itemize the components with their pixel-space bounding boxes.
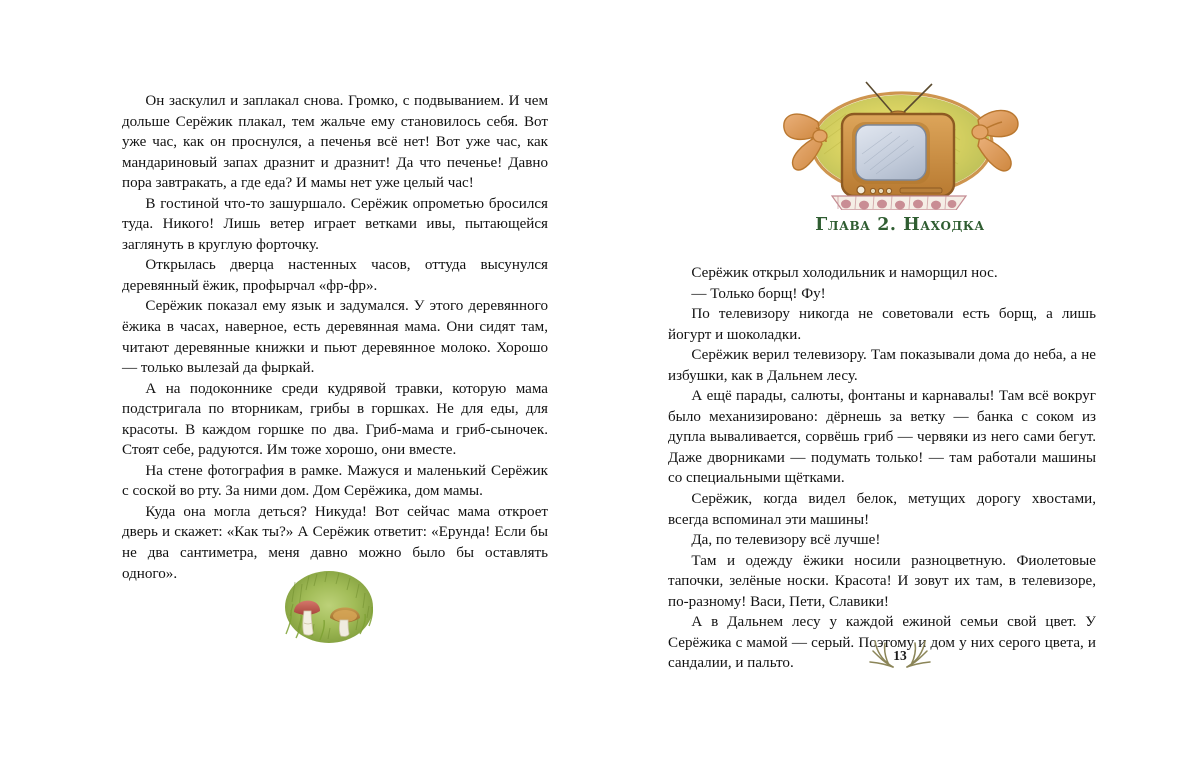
paragraph: На стене фотография в рамке. Мажуся и маленький Серёжик с соской во рту. За ними дом. Дом Серёжика, дом мамы. <box>122 462 548 500</box>
paragraph: Серёжик верил телевизору. Там показывали дома до неба, а не избушки, как в Дальнем лесу. <box>668 347 1096 384</box>
paragraph: Там и одежду ёжики носили разноцветную. Фиолетовые тапочки, зелёные носки. Красота! И зовут их там, в телевизоре, по-разному! Васи, Пети, Славики! <box>668 552 1096 610</box>
page-number-area <box>600 648 1200 664</box>
paragraph: Он заскулил и заплакал снова. Громко, с подвыванием. И чем дольше Серёжик плакал, тем жальче ему становилось себя. Вот уже час, как он проснулся, а печенья всё нет! Вот уже час, как мандариновый запах дразнит и дразнит! Да что печенье! Давно пора завтракать, а где еда? И мамы нет уже целый час! <box>122 93 548 192</box>
paragraph-dialogue: — Только борщ! Фу! <box>691 285 826 302</box>
paragraph: Открылась дверца настенных часов, оттуда высунулся деревянный ёжик, профырчал «фр-фр». <box>122 257 548 294</box>
paragraph: В гостиной что-то зашуршало. Серёжик опрометью бросился туда. Никого! Лишь ветер играет ветками ивы, пытающейся заглянуть в круглую форточку. <box>122 195 548 253</box>
paragraph: Серёжик показал ему язык и задумался. У этого деревянного ёжика в часах, наверное, есть деревянная мама. Они сидят там, читают деревянные книжки и пьют деревянное молоко. Хорошо — только вылезай да фыркай. <box>122 298 548 377</box>
paragraph: А ещё парады, салюты, фонтаны и карнавалы! Там всё вокруг было механизировано: дёрнешь за ветку — банка с соком из дупла вываливается, сорвёшь гриб — червяки из него сами бегут. Даже дворниками — подумать только! — там работали машины со специальными щётками. <box>668 388 1096 487</box>
paragraph: Серёжик открыл холодильник и наморщил нос. <box>691 265 998 281</box>
paragraph: А на подоконнике среди кудрявой травки, которую мама подстригала по вторникам, грибы в горшках. Не для еды, для красоты. В каждом горшке по два. Гриб-мама и гриб-сыночек. Стоят себе, радуются. Им тоже хорошо, они вместе. <box>122 380 548 459</box>
paragraph: По телевизору никогда не советовали есть борщ, а лишь йогурт и шоколадки. <box>668 306 1096 343</box>
paragraph: Да, по телевизору всё лучше! <box>691 532 881 549</box>
paragraph: Серёжик, когда видел белок, метущих дорогу хвостами, всегда вспоминал эти машины! <box>668 491 1096 528</box>
paragraph: А в Дальнем лесу у каждой ежиной семьи свой цвет. У Серёжика с мамой — серый. Поэтому и дом у них серого цвета, и сандалии, и пальто. <box>668 614 1096 672</box>
right-page-text-column <box>668 263 1096 674</box>
mushroom-illustration <box>268 560 390 648</box>
paragraph: Куда она могла деться? Никуда! Вот сейчас мама откроет дверь и скажет: «Как ты?» А Серёжик ответит: «Ерунда! Если бы не два сантиметра, меня давно можно было бы оставлять одного». <box>122 503 548 582</box>
page-right <box>600 0 1200 760</box>
chapter-heading: Глава 2. Находка <box>815 215 985 235</box>
left-page-text-column <box>122 91 548 584</box>
page-number: 13 <box>893 648 907 663</box>
grass-flourish-right-icon <box>903 635 933 669</box>
television-illustration <box>780 78 1030 210</box>
